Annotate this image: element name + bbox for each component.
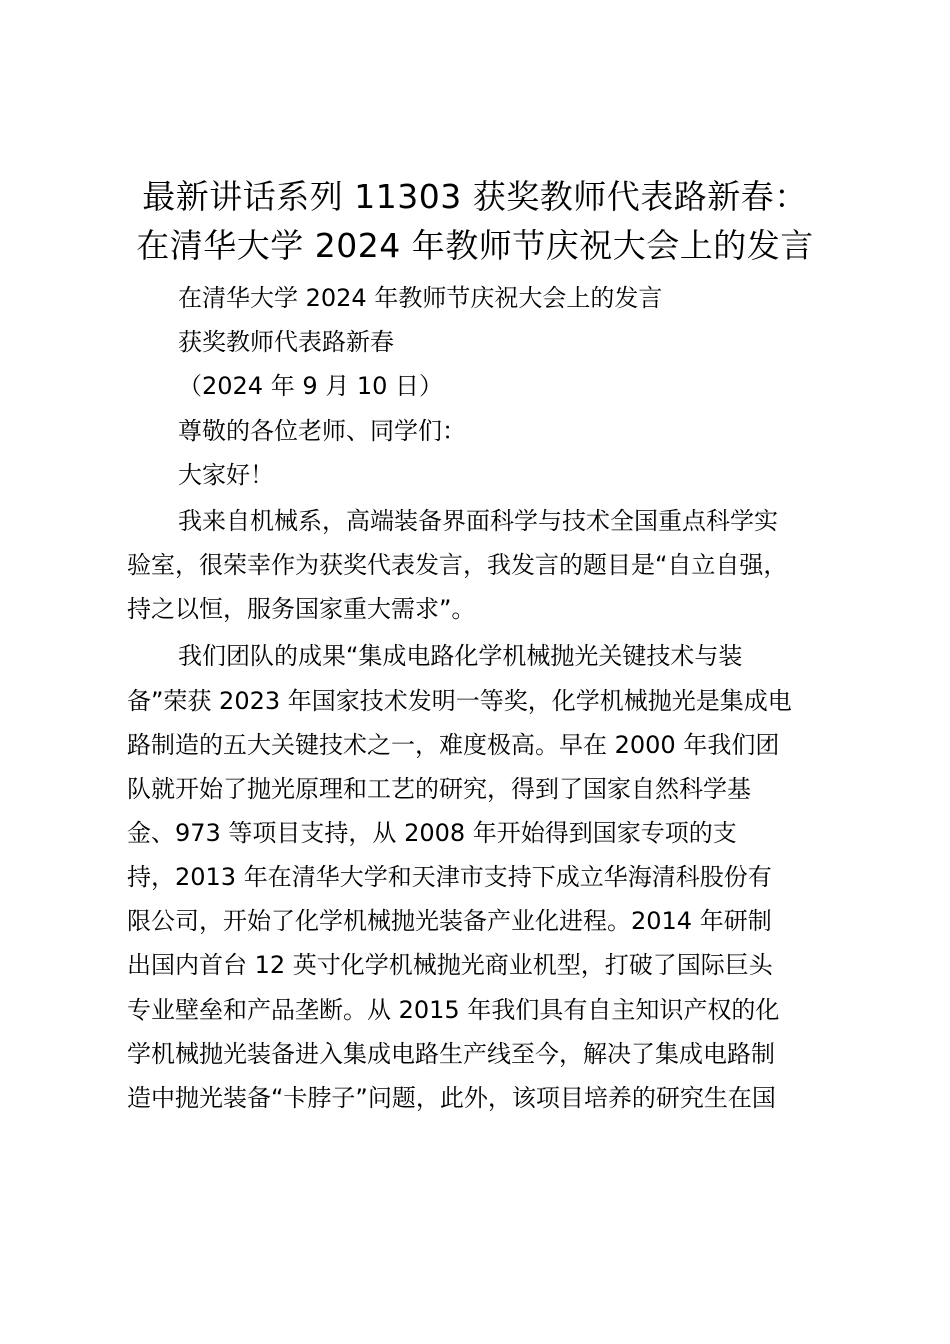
paragraph-2-line: 造中抛光装备“卡脖子”问题，此外，该项目培养的研究生在国 [127, 1084, 776, 1112]
paragraph-2-line: 金、973 等项目支持，从 2008 年开始得到国家专项的支 [127, 819, 737, 847]
document-title-line-2: 在清华大学 2024 年教师节庆祝大会上的发言 [136, 226, 814, 265]
speech-date: （2024 年 9 月 10 日） [178, 372, 444, 400]
paragraph-2-line: 路制造的五大关键技术之一，难度极高。早在 2000 年我们团 [127, 731, 780, 759]
paragraph-2-line: 队就开始了抛光原理和工艺的研究，得到了国家自然科学基 [127, 775, 751, 803]
paragraph-2-line: 备”荣获 2023 年国家技术发明一等奖，化学机械抛光是集成电 [127, 687, 792, 715]
speech-subtitle: 在清华大学 2024 年教师节庆祝大会上的发言 [178, 284, 663, 312]
salutation: 尊敬的各位老师、同学们： [178, 417, 466, 445]
paragraph-2-line: 出国内首台 12 英寸化学机械抛光商业机型，打破了国际巨头 [127, 951, 773, 979]
paragraph-2-line: 我们团队的成果“集成电路化学机械抛光关键技术与装 [178, 642, 743, 670]
document-title-line-1: 最新讲话系列 11303 获奖教师代表路新春： [142, 177, 808, 216]
paragraph-2-line: 限公司，开始了化学机械抛光装备产业化进程。2014 年研制 [127, 907, 772, 935]
paragraph-2-line: 专业壁垒和产品垄断。从 2015 年我们具有自主知识产权的化 [127, 996, 780, 1024]
paragraph-1-line: 我来自机械系，高端装备界面科学与技术全国重点科学实 [178, 507, 778, 535]
paragraph-1-line: 持之以恒，服务国家重大需求”。 [127, 595, 476, 623]
paragraph-2-line: 持，2013 年在清华大学和天津市支持下成立华海清科股份有 [127, 863, 772, 891]
greeting: 大家好！ [178, 461, 274, 489]
paragraph-1-line: 验室，很荣幸作为获奖代表发言，我发言的题目是“自立自强， [127, 551, 788, 579]
speaker-name: 获奖教师代表路新春 [178, 328, 394, 356]
paragraph-2-line: 学机械抛光装备进入集成电路生产线至今，解决了集成电路制 [127, 1040, 775, 1068]
